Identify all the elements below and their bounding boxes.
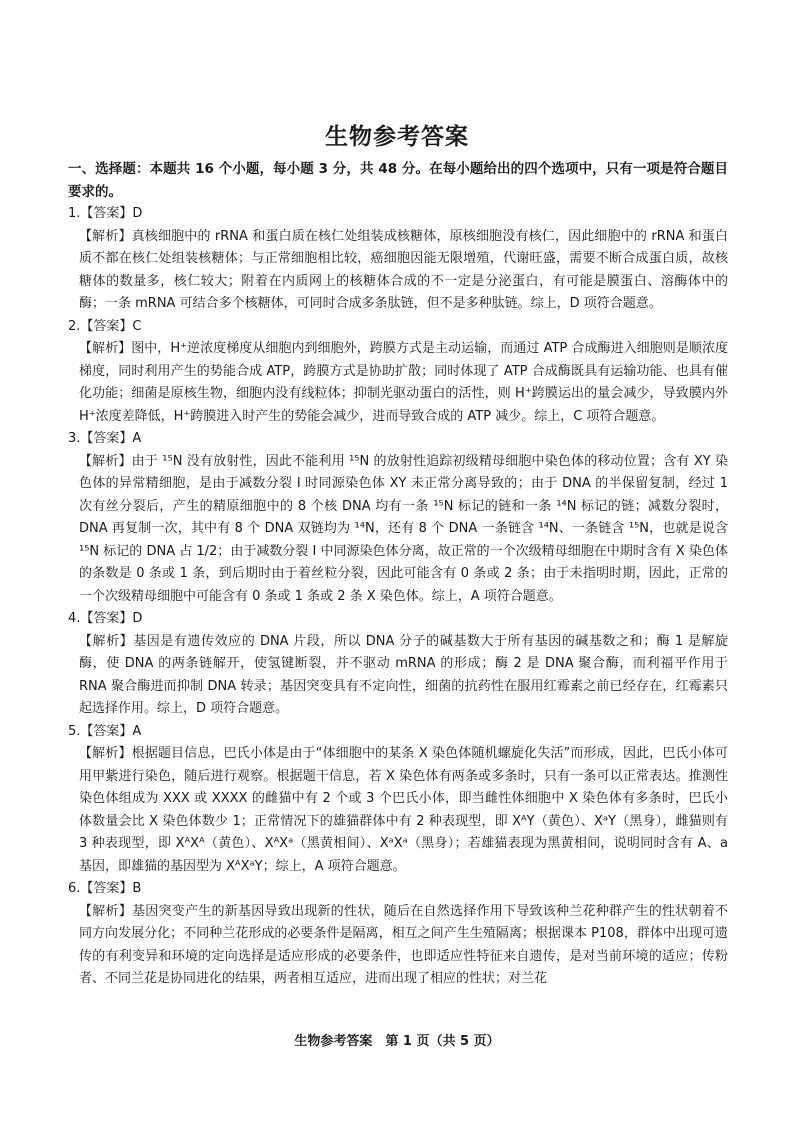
- explanation-text: 【解析】基因是有遗传效应的 DNA 片段，所以 DNA 分子的碱基数大于所有基因的碱基数之和；酶 1 是解旋酶，使 DNA 的两条链解开，使氢键断裂，并不驱动 mRNA 的形成；酶 2 是 DNA 聚合酶，而利福平作用于 RNA 聚合酶进而抑制 DNA 转录；基因突变具有不定向性，细菌的抗药性在服用红霉素之前已经存在，红霉素只起选择作用。综上，D 项符合题意。: [79, 633, 728, 716]
- answer-item-4: [68, 608, 728, 721]
- answer-item-6: [68, 878, 728, 991]
- answer-line: 6.【答案】B: [68, 881, 142, 896]
- section-heading: 一、选择题：本题共 16 个小题，每小题 3 分，共 48 分。在每小题给出的四个选项中，只有一项是符合题目要求的。: [68, 161, 728, 200]
- explanation-text: 【解析】基因突变产生的新基因导致出现新的性状，随后在自然选择作用下导致该种兰花种群产生的性状朝着不同方向发展分化；不同种兰花形成的必要条件是隔离，相互之间产生生殖隔离；根据课本 P108，群体中出现可遗传的有利变异和环境的定向选择是适应形成的必要条件，也即适应性特征来自遗传，是对当前环境的适应；传粉者、不同兰花是协同进化的结果，两者相互适应，进而出现了相应的性状；对兰花: [79, 903, 728, 986]
- explanation-text: 【解析】根据题目信息，巴氏小体是由于“体细胞中的某条 X 染色体随机螺旋化失活”而形成，因此，巴氏小体可用甲紫进行染色，随后进行观察。根据题干信息，若 X 染色体有两条或多条时，只有一条可以正常表达。推测性染色体组成为 XXX 或 XXXX 的雌猫中有 2 个或 3 个巴氏小体，即当雌性体细胞中 X 染色体有多条时，巴氏小体数量会比 X 染色体数少 1；正常情况下的雄猫群体中有 2 种表现型，即 XᴬY（黄色）、XᵃY（黑身），雌猫则有 3 种表现型，即 XᴬXᴬ（黄色）、XᴬXᵃ（黑黄相间）、XᵃXᵃ（黑身）；若雄猫表现为黑黄相间，说明同时含有 A、a 基因，即雄猫的基因型为 XᴬXᵃY；综上，A 项符合题意。: [79, 746, 728, 874]
- explanation-text: 【解析】由于 ¹⁵N 没有放射性，因此不能利用 ¹⁵N 的放射性追踪初级精母细胞中染色体的移动位置；含有 XY 染色体的异常精细胞，是由于减数分裂 I 时同源染色体 XY 未正常分离导致的；由于 DNA 的半保留复制，经过 1 次有丝分裂后，产生的精原细胞中的 8 个核 DNA 均有一条 ¹⁵N 标记的链和一条 ¹⁴N 标记的链；减数分裂时，DNA 再复制一次，其中有 8 个 DNA 双链均为 ¹⁴N，还有 8 个 DNA 一条链含 ¹⁴N、一条链含 ¹⁵N，也就是说含 ¹⁵N 标记的 DNA 占 1/2；由于减数分裂 I 中同源染色体分离，故正常的一个次级精母细胞在中期时含有 X 染色体的条数是 0 条或 1 条，到后期时由于着丝粒分裂，因此可能含有 0 条或 2 条；由于未指明时期，因此，正常的一个次级精母细胞中可能含有 0 条或 1 条或 2 条 X 染色体。综上，A 项符合题意。: [79, 453, 728, 604]
- page-footer: 生物参考答案 第 1 页（共 5 页）: [294, 1034, 500, 1049]
- answer-line: 1.【答案】D: [68, 206, 143, 221]
- page-title: 生物参考答案: [325, 124, 469, 150]
- answer-item-1: [68, 203, 728, 316]
- answer-line: 2.【答案】C: [68, 318, 142, 334]
- answer-item-5: [68, 721, 728, 879]
- answer-line: 4.【答案】D: [68, 611, 143, 626]
- answer-line: 5.【答案】A: [68, 723, 142, 739]
- explanation-text: 【解析】真核细胞中的 rRNA 和蛋白质在核仁处组装成核糖体，原核细胞没有核仁，因此细胞中的 rRNA 和蛋白质不都在核仁处组装核糖体；与正常细胞相比较，癌细胞因能无限增殖，代谢旺盛，需要不断合成蛋白质，故核糖体的数量多，核仁较大；附着在内质网上的核糖体合成的不一定是分泌蛋白，有可能是膜蛋白、溶酶体中的酶；一条 mRNA 可结合多个核糖体，可同时合成多条肽链，但不是多种肽链。综上，D 项符合题意。: [79, 228, 728, 311]
- answer-item-3: [68, 428, 728, 608]
- answer-item-2: [68, 316, 728, 429]
- explanation-text: 【解析】图中，H⁺逆浓度梯度从细胞内到细胞外，跨膜方式是主动运输，而通过 ATP 合成酶进入细胞则是顺浓度梯度，同时利用产生的势能合成 ATP，跨膜方式是协助扩散；同时体现了 ATP 合成酶既具有运输功能、也具有催化功能；细菌是原核生物，细胞内没有线粒体；抑制光驱动蛋白的活性，则 H⁺跨膜运出的量会减少，导致膜内外 H⁺浓度差降低，H⁺跨膜进入时产生的势能会减少，进而导致合成的 ATP 减少。综上，C 项符合题意。: [79, 341, 728, 424]
- answer-content: [68, 158, 728, 991]
- answer-line: 3.【答案】A: [68, 431, 142, 446]
